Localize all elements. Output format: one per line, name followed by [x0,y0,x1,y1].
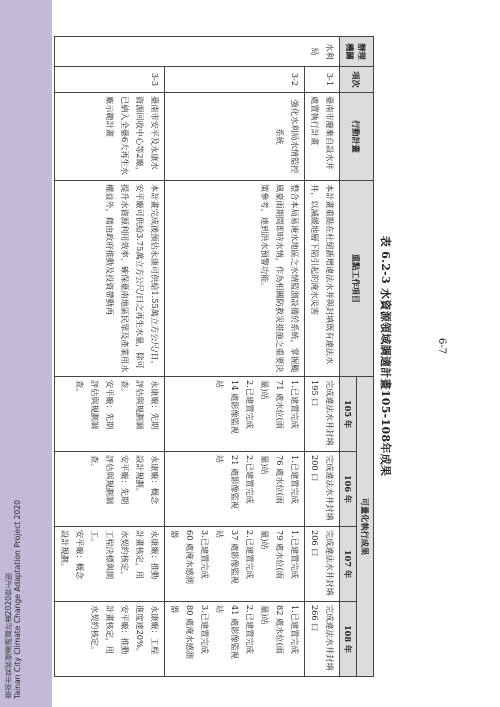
result-line: 計畫核定，用 [135,530,145,580]
header-row-1 [357,37,374,677]
table-row [165,37,305,677]
result-106-cell: 完成違法水井封填 200 口 [305,452,340,527]
result-line: 水契約核定。 [90,605,100,655]
result-line: 量)站 [260,605,270,625]
result-line: 計畫核定，用 [105,605,115,655]
item-cell: 3-1 [305,67,340,93]
result-line: 永康廠：先期 [150,380,160,430]
result-line: 水契約核定、 [120,530,130,580]
table-row [55,37,165,677]
result-line: 21 處影像監視 [230,455,240,509]
result-line: 器 [170,605,180,614]
result-105-cell [165,377,305,452]
result-line: 安平廠：推動 [120,605,130,655]
result-line: 80 處淹水感測 [185,605,195,659]
header-year-106: 106 年 [340,452,357,527]
agency-cell: 水利局 [55,37,340,67]
result-line: 60 處淹水感測 [185,530,195,584]
result-line: 71 處水位(雨 [275,380,285,429]
result-line: 永康廠：概念 [150,455,160,505]
content-cell: 整合本局易淹水地區之水情監測設備於系統，掌握颱風豪雨期間即時水情，作為相關防救災措施之重要決策參考，達到洪水預警功能。 [165,181,305,377]
result-line: 器 [170,530,180,539]
result-line: 站 [215,605,225,614]
result-108-cell [165,602,305,677]
result-line: 1.已建置完成 [290,455,300,504]
plan-cell: 臺南市廢棄自設水井處置執行計畫 [305,93,340,181]
result-line: 1.已建置完成 [290,530,300,579]
result-line: 3.已建置完成 [200,530,210,579]
result-107-cell [55,527,165,602]
spine-title-english: Tainan City Climate Change Adaptation Project 2020 [13,500,22,699]
results-table [54,36,374,677]
result-line: 查。 [75,380,85,397]
result-line: 82 處水位(雨 [275,605,285,654]
rotated-page-content [60,36,394,676]
table-title: 表 6.2-3 水資源領域調適計畫105-108年成果 [379,235,392,477]
item-cell: 3-2 [165,67,305,93]
result-line: 3.已建置完成 [200,605,210,654]
result-107-cell [165,527,305,602]
spine-title [4,500,22,699]
result-line: 評估與規劃調 [105,455,115,505]
content-cell: 本計畫重點在杜絕新增違法水井與封填既有違法水井，以減緩地層下陷引起的淹水災害 [305,181,340,377]
result-line: 工。 [90,530,100,547]
spine-title-chinese: 臺南市氣候變遷調適計畫2020修正版 [4,573,13,699]
result-line: 工程決標與開 [105,530,115,580]
header-year-108: 108 年 [340,602,357,677]
result-105-cell [55,377,165,452]
result-line: 進度達20%。 [135,605,145,656]
item-cell: 3-3 [55,67,165,93]
result-108-cell: 完成違法水井封填 266 口 [305,602,340,677]
result-line: 安平廠：先期 [105,380,115,430]
chapter-spine [0,0,52,707]
result-line: 2.已建置完成 [245,455,255,504]
result-line: 37 處影像監視 [230,530,240,584]
result-line: 查。 [120,380,130,397]
header-content: 重點工作項目 [340,181,374,377]
result-106-cell [165,452,305,527]
result-line: 設計規劃。 [60,530,70,571]
result-line: 永康廠：推動 [150,530,160,580]
header-year-107: 107 年 [340,527,357,602]
header-agency: 辦理機關 [340,37,374,67]
content-cell: 本計畫完成後預估永康可供給1.55萬立方公尺/日，安平廠可供給3.75萬立方公尺/日之再生水量，除可提升水資源利用效率、確保臺南地區民眾及產業用水權益外，藉由政府推動及投資帶動再 [55,181,165,377]
result-line: 79 處水位(雨 [275,530,285,579]
result-line: 14 處影像監視 [230,380,240,434]
header-exec-results: 可量化執行成果 [357,377,374,677]
header-item: 項次 [340,67,374,93]
result-line: 2.已建置完成 [245,530,255,579]
plan-cell: 強化水利局水情監控系統 [165,93,305,181]
result-line: 76 處水位(雨 [275,455,285,504]
header-plan: 行動計畫 [340,93,374,181]
result-line: 量)站 [260,455,270,475]
result-line: 設計規劃。 [135,455,145,496]
result-105-cell: 完成違法水井封填 195 口 [305,377,340,452]
result-line: 安平廠：先期 [120,455,130,505]
page-number: 6-7 [436,338,447,355]
result-line: 站 [215,380,225,389]
result-line: 站 [215,455,225,464]
plan-cell: 臺南市安平及永康水資源回收中心等2廠，已納入全臺6大再生水廠示範計畫 [55,93,165,181]
result-line: 站 [215,530,225,539]
result-107-cell: 完成違法水井封填 206 口 [305,527,340,602]
result-line: 1.已建置完成 [290,380,300,429]
result-line: 41 處影像監視 [230,605,240,659]
result-line: 查。 [90,455,100,472]
header-year-105: 105 年 [340,377,357,452]
result-line: 1.已建置完成 [290,605,300,654]
table-row [305,37,340,677]
result-line: 評估與規劃調 [90,380,100,430]
result-line: 2.已建置完成 [245,380,255,429]
result-line: 安平廠：概念 [75,530,85,580]
result-106-cell [55,452,165,527]
result-108-cell [55,602,165,677]
result-line: 永康廠：工程 [150,605,160,655]
result-line: 量)站 [260,380,270,400]
result-line: 評估與規劃調 [135,380,145,430]
result-line: 量)站 [260,530,270,550]
result-line: 2.已建置完成 [245,605,255,654]
